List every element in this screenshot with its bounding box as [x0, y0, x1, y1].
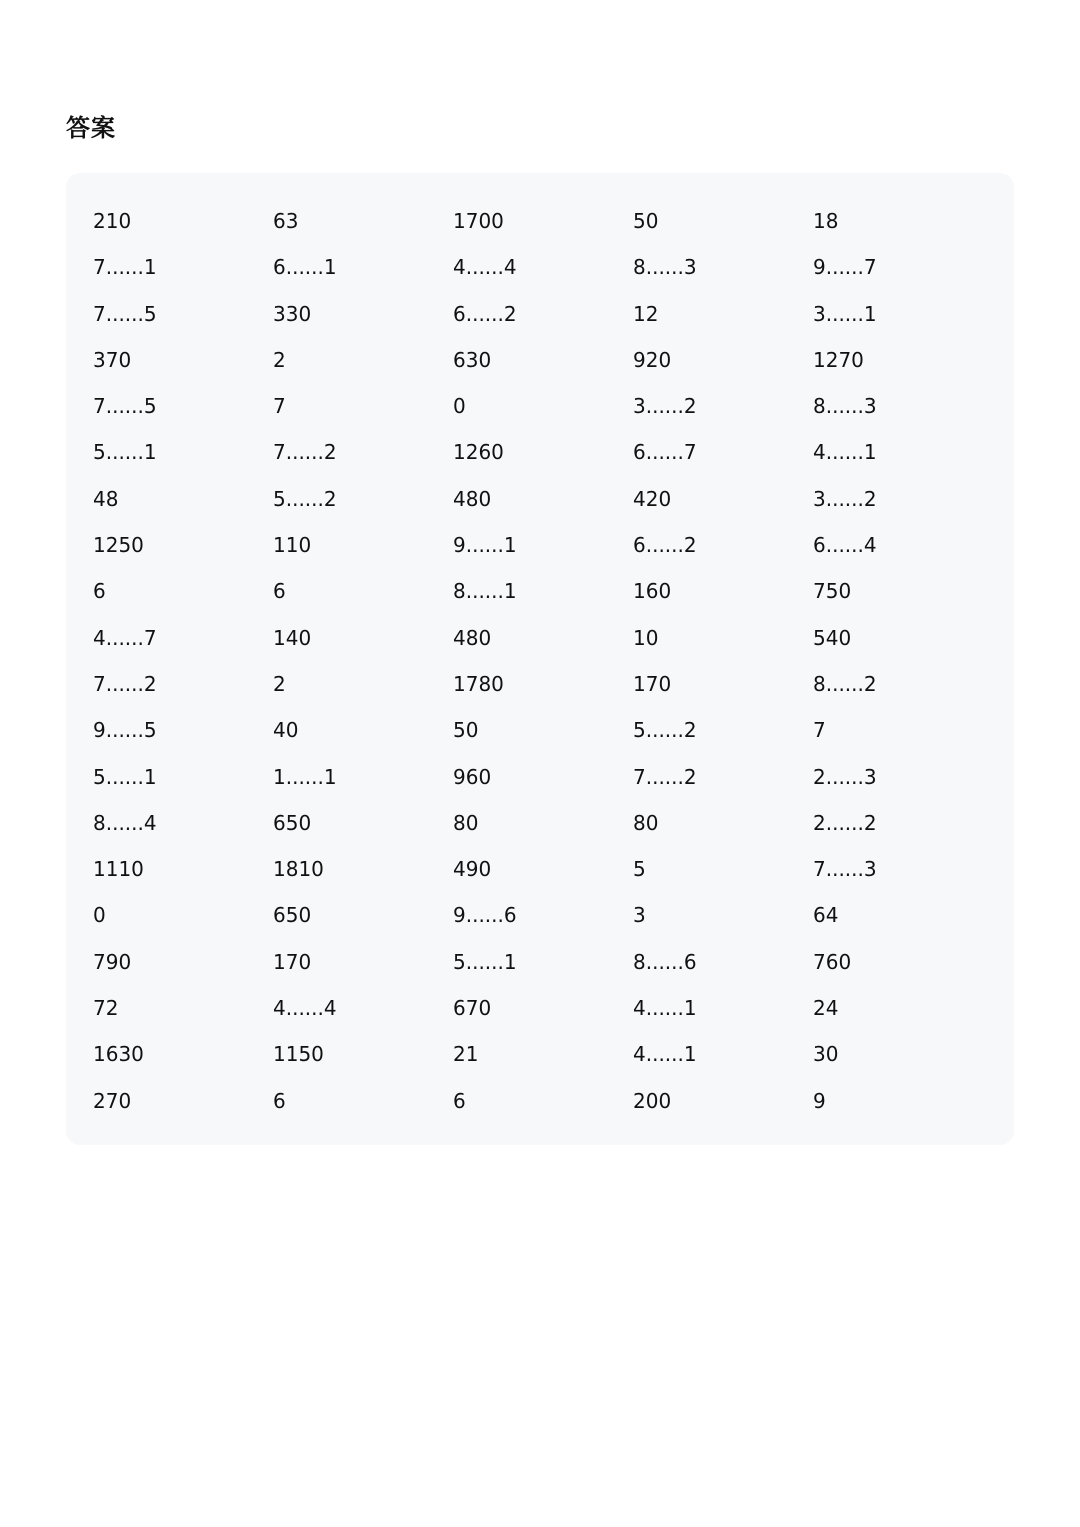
answer-cell: 490	[453, 857, 492, 882]
answer-cell: 12	[633, 301, 659, 326]
answer-cell: 3......2	[813, 486, 877, 511]
answer-cell: 3	[633, 903, 646, 928]
answer-cell: 540	[813, 625, 852, 650]
answer-cell: 960	[453, 764, 492, 789]
answer-cell: 6......2	[453, 301, 517, 326]
answer-cell: 4......7	[93, 625, 157, 650]
answer-cell: 21	[453, 1042, 479, 1067]
answer-cell: 8......2	[813, 671, 877, 696]
answer-cell: 630	[453, 347, 492, 372]
answer-cell: 10	[633, 625, 659, 650]
answer-cell: 9......1	[453, 533, 517, 558]
answer-cell: 3......1	[813, 301, 877, 326]
answer-cell: 750	[813, 579, 852, 604]
page-title: 答案	[66, 114, 116, 142]
answer-cell: 170	[633, 671, 672, 696]
answer-cell: 72	[93, 996, 119, 1021]
answer-cell: 6......2	[633, 533, 697, 558]
answer-cell: 6	[93, 579, 106, 604]
answer-cell: 4......4	[273, 996, 337, 1021]
answer-cell: 5......1	[453, 949, 517, 974]
answer-cell: 9......5	[93, 718, 157, 743]
answer-cell: 160	[633, 579, 672, 604]
answer-cell: 670	[453, 996, 492, 1021]
answer-cell: 6......1	[273, 255, 337, 280]
answer-cell: 760	[813, 949, 852, 974]
answer-cell: 80	[633, 810, 659, 835]
answer-cell: 5	[633, 857, 646, 882]
answer-cell: 7......2	[93, 671, 157, 696]
answer-grid	[93, 198, 993, 1124]
answer-cell: 480	[453, 625, 492, 650]
answer-cell: 110	[273, 533, 312, 558]
answer-cell: 6	[453, 1088, 466, 1113]
answer-cell: 30	[813, 1042, 839, 1067]
answer-cell: 1780	[453, 671, 504, 696]
answer-cell: 5......1	[93, 764, 157, 789]
answer-cell: 8......4	[93, 810, 157, 835]
answer-cell: 2	[273, 671, 286, 696]
answer-cell: 6......7	[633, 440, 697, 465]
answer-cell: 1700	[453, 209, 504, 233]
answer-cell: 5......2	[633, 718, 697, 743]
answer-cell: 7......1	[93, 255, 157, 280]
answer-cell: 920	[633, 347, 672, 372]
answer-cell: 0	[93, 903, 106, 928]
answer-cell: 1630	[93, 1042, 144, 1067]
answer-cell: 7	[813, 718, 826, 743]
answer-cell: 9......6	[453, 903, 517, 928]
answer-cell: 0	[453, 394, 466, 419]
answer-cell: 4......1	[633, 1042, 697, 1067]
answer-cell: 8......3	[813, 394, 877, 419]
answer-cell: 9	[813, 1088, 826, 1113]
answer-cell: 5......2	[273, 486, 337, 511]
answer-panel	[66, 173, 1014, 1145]
answer-cell: 50	[453, 718, 479, 743]
answer-cell: 50	[633, 209, 659, 233]
answer-cell: 3......2	[633, 394, 697, 419]
answer-cell: 4......1	[633, 996, 697, 1021]
answer-cell: 9......7	[813, 255, 877, 280]
answer-cell: 1270	[813, 347, 864, 372]
answer-cell: 6	[273, 579, 286, 604]
answer-cell: 210	[93, 209, 132, 233]
answer-cell: 200	[633, 1088, 672, 1113]
answer-cell: 63	[273, 209, 299, 233]
answer-cell: 7......2	[273, 440, 337, 465]
answer-cell: 2	[273, 347, 286, 372]
answer-cell: 8......1	[453, 579, 517, 604]
answer-cell: 8......3	[633, 255, 697, 280]
answer-cell: 7	[273, 394, 286, 419]
answer-cell: 1810	[273, 857, 324, 882]
answer-cell: 330	[273, 301, 312, 326]
answer-cell: 6......4	[813, 533, 877, 558]
answer-cell: 1250	[93, 533, 144, 558]
answer-cell: 48	[93, 486, 119, 511]
answer-cell: 1260	[453, 440, 504, 465]
answer-cell: 650	[273, 810, 312, 835]
answer-cell: 40	[273, 718, 299, 743]
answer-cell: 790	[93, 949, 132, 974]
answer-cell: 8......6	[633, 949, 697, 974]
answer-cell: 24	[813, 996, 839, 1021]
answer-cell: 7......2	[633, 764, 697, 789]
answer-cell: 7......5	[93, 394, 157, 419]
answer-cell: 80	[453, 810, 479, 835]
answer-cell: 4......4	[453, 255, 517, 280]
answer-cell: 2......3	[813, 764, 877, 789]
answer-cell: 1......1	[273, 764, 337, 789]
answer-cell: 480	[453, 486, 492, 511]
answer-cell: 420	[633, 486, 672, 511]
answer-cell: 650	[273, 903, 312, 928]
answer-cell: 1110	[93, 857, 144, 882]
answer-cell: 64	[813, 903, 839, 928]
answer-cell: 2......2	[813, 810, 877, 835]
answer-cell: 7......3	[813, 857, 877, 882]
answer-cell: 18	[813, 209, 839, 233]
answer-cell: 5......1	[93, 440, 157, 465]
answer-cell: 140	[273, 625, 312, 650]
answer-cell: 6	[273, 1088, 286, 1113]
answer-cell: 270	[93, 1088, 132, 1113]
answer-cell: 4......1	[813, 440, 877, 465]
answer-cell: 7......5	[93, 301, 157, 326]
answer-cell: 370	[93, 347, 132, 372]
answer-cell: 1150	[273, 1042, 324, 1067]
answer-cell: 170	[273, 949, 312, 974]
